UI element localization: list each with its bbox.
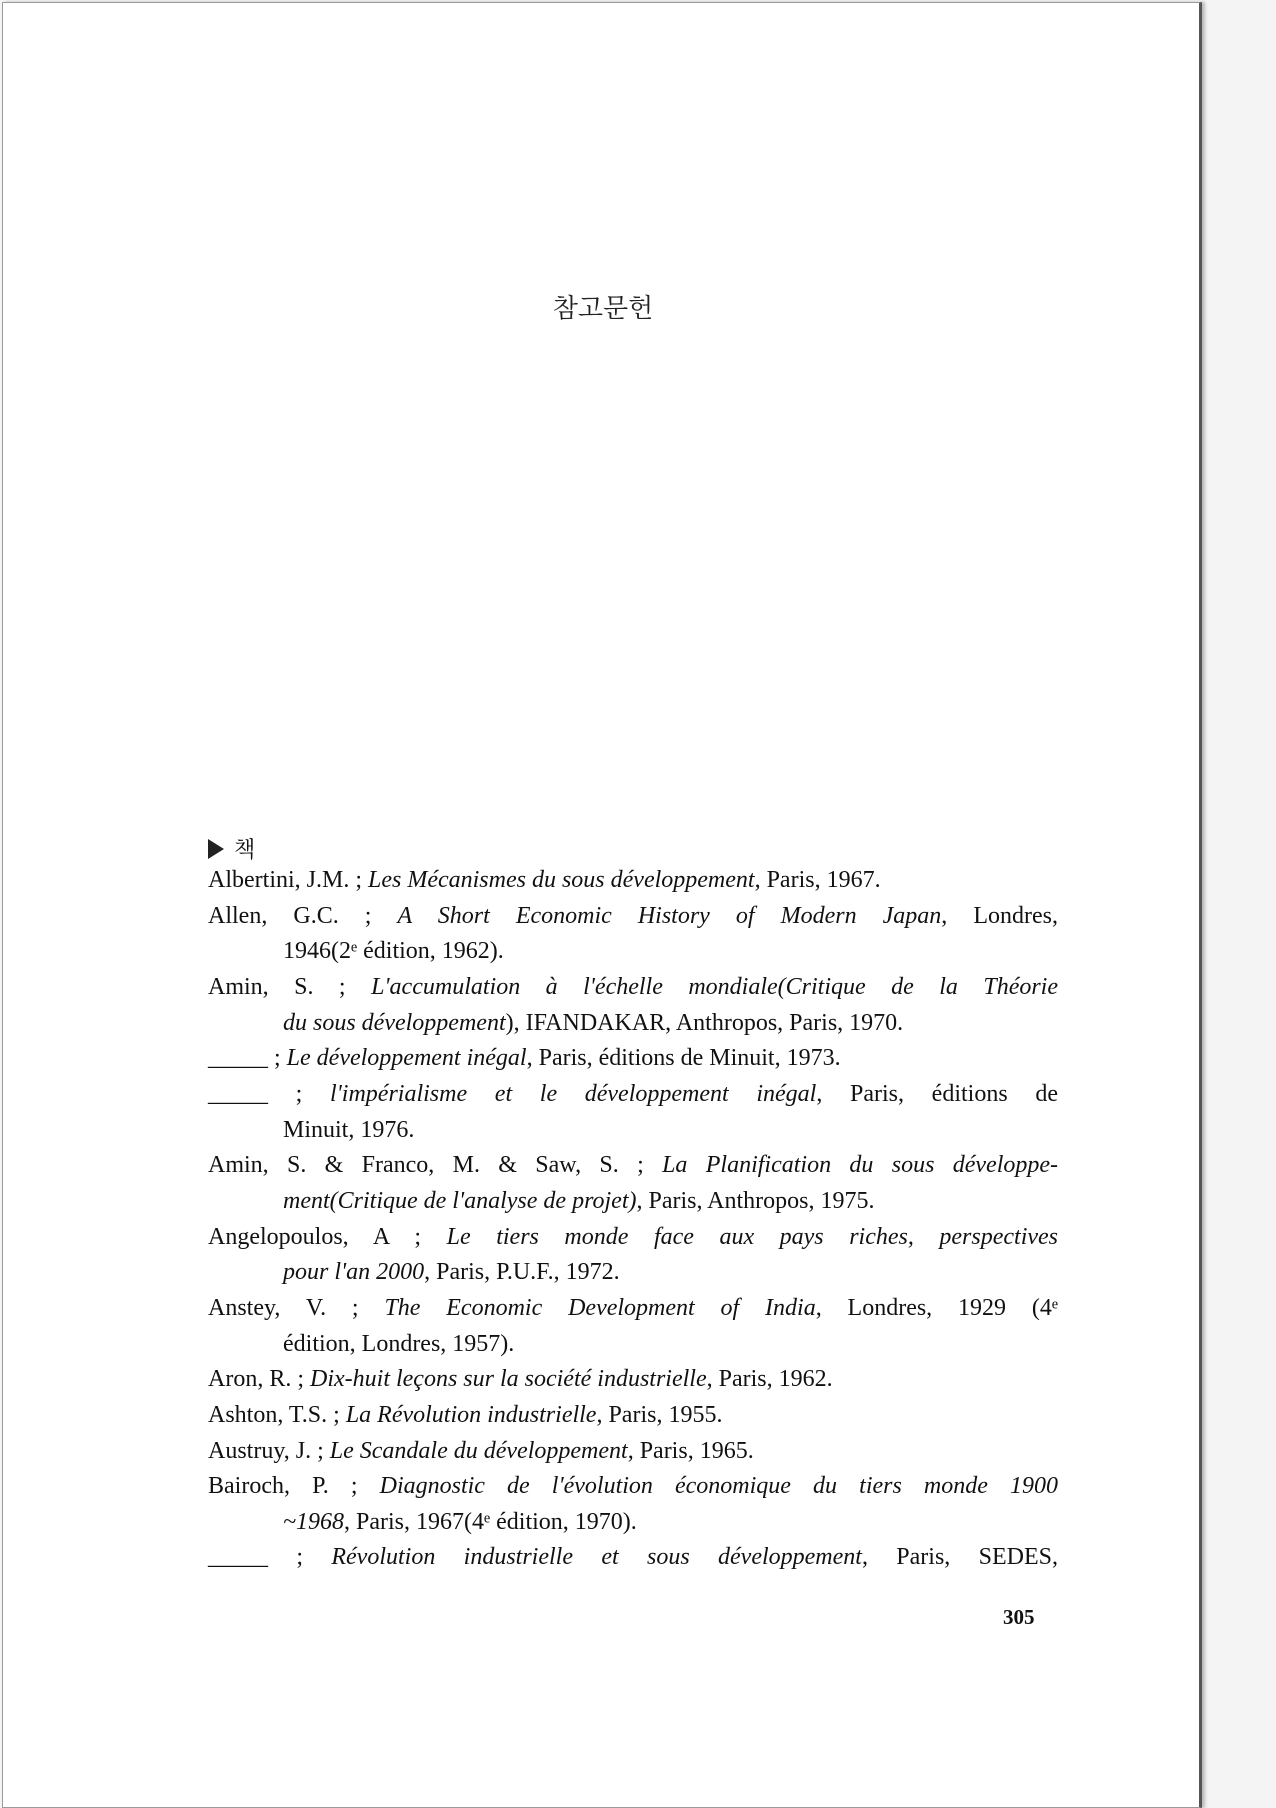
entry-text: Ashton, T.S. ; <box>208 1401 346 1428</box>
entry-text: , Paris, 1955. <box>596 1401 723 1428</box>
bibliography-entry <box>208 1291 1058 1362</box>
entry-line <box>208 970 1058 1006</box>
entry-text: , Londres, 1929 (4ᵉ <box>815 1294 1059 1321</box>
page-number: 305 <box>1003 1605 1035 1629</box>
bibliography-entry <box>208 1434 1058 1470</box>
entry-text: Aron, R. ; <box>208 1366 310 1393</box>
entry-title: Les Mécanismes du sous développement <box>368 867 755 893</box>
entry-title: The Economic Development of India <box>384 1294 816 1321</box>
page-title: 참고문헌 <box>552 294 654 324</box>
entry-text: , Paris, P.U.F., 1972. <box>424 1259 620 1286</box>
entry-title: Révolution industrielle et sous développement <box>331 1544 862 1571</box>
entry-title: ment(Critique de l'analyse de projet) <box>283 1187 637 1214</box>
entry-line <box>208 1291 1058 1327</box>
bibliography-list <box>208 863 1058 1576</box>
entry-line <box>208 1184 1058 1220</box>
entry-line <box>208 1077 1058 1113</box>
entry-line <box>208 1362 1058 1398</box>
entry-text: Amin, S. ; <box>208 973 372 1000</box>
entry-text: _____ ; <box>208 1045 287 1072</box>
entry-title: ~1968 <box>283 1508 344 1535</box>
entry-title: La Révolution industrielle <box>345 1401 597 1428</box>
entry-text: Albertini, J.M. ; <box>208 867 368 893</box>
bibliography-entry <box>208 1540 1058 1576</box>
entry-text: , Paris, SEDES, <box>861 1544 1058 1571</box>
entry-text: Minuit, 1976. <box>283 1116 415 1143</box>
entry-title: Dix-huit leçons sur la société industrielle <box>310 1366 707 1393</box>
entry-text: , Paris, éditions de Minuit, 1973. <box>526 1045 841 1072</box>
entry-text: _____ ; <box>208 1080 330 1107</box>
entry-line <box>208 1540 1058 1576</box>
entry-title: l'impérialisme et le développement inégal <box>330 1080 817 1107</box>
document-page <box>2 2 1202 1808</box>
entry-text: , Paris, 1962. <box>706 1366 833 1393</box>
entry-text: Bairoch, P. ; <box>208 1473 380 1500</box>
entry-text: Amin, S. & Franco, M. & Saw, S. ; <box>208 1152 663 1179</box>
entry-text: , Paris, 1967(4ᵉ édition, 1970). <box>343 1508 637 1535</box>
bibliography-entry <box>208 1469 1058 1540</box>
entry-title: A Short Economic History of Modern Japan <box>397 902 942 929</box>
bibliography-entry <box>208 970 1058 1041</box>
entry-text: , Paris, 1967. <box>754 867 881 893</box>
entry-line <box>208 863 1058 899</box>
section-label: 책 <box>234 838 256 863</box>
entry-line <box>208 1398 1058 1434</box>
entry-line <box>208 1220 1058 1256</box>
entry-text: , Paris, éditions de <box>816 1080 1058 1107</box>
entry-line <box>208 1113 1058 1149</box>
bibliography-entry <box>208 1398 1058 1434</box>
bibliography-entry <box>208 863 1058 899</box>
bibliography-entry <box>208 1077 1058 1148</box>
section-heading <box>208 833 255 864</box>
entry-title: Diagnostic de l'évolution économique du tiers monde 1900 <box>379 1473 1059 1500</box>
entry-text: Allen, G.C. ; <box>208 902 398 929</box>
entry-text: 1946(2ᵉ édition, 1962). <box>283 938 504 965</box>
entry-title: pour l'an 2000 <box>283 1259 425 1286</box>
entry-title: Le développement inégal <box>286 1045 527 1072</box>
bibliography-entry <box>208 1362 1058 1398</box>
bibliography-entry <box>208 1220 1058 1291</box>
entry-line <box>208 1505 1058 1541</box>
entry-line <box>208 1327 1058 1363</box>
entry-text: , Paris, Anthropos, 1975. <box>636 1187 875 1214</box>
triangle-right-icon <box>208 839 224 859</box>
entry-text: , Londres, <box>941 902 1058 929</box>
entry-text: édition, Londres, 1957). <box>283 1330 515 1357</box>
entry-line <box>208 1469 1058 1505</box>
entry-title: L'accumulation à l'échelle mondiale(Critique de la Théorie <box>371 973 1059 1000</box>
entry-line <box>208 899 1058 935</box>
entry-title: La Planification du sous développe- <box>662 1152 1059 1179</box>
entry-text: Angelopoulos, A ; <box>208 1223 447 1250</box>
bibliography-entry <box>208 1041 1058 1077</box>
entry-line <box>208 1148 1058 1184</box>
entry-title: Le tiers monde face aux pays riches, perspectives <box>446 1223 1059 1250</box>
entry-text: , Paris, 1965. <box>627 1437 754 1464</box>
bibliography-entry <box>208 1148 1058 1219</box>
entry-text: Anstey, V. ; <box>208 1294 385 1321</box>
entry-line <box>208 1006 1058 1042</box>
entry-line <box>208 1434 1058 1470</box>
bibliography-entry <box>208 899 1058 970</box>
entry-line <box>208 934 1058 970</box>
entry-text: ), IFANDAKAR, Anthropos, Paris, 1970. <box>505 1009 904 1036</box>
entry-title: Le Scandale du développement <box>329 1437 628 1464</box>
entry-line <box>208 1255 1058 1291</box>
entry-title: du sous développement <box>283 1009 506 1036</box>
entry-text: _____ ; <box>208 1544 332 1571</box>
entry-line <box>208 1041 1058 1077</box>
entry-text: Austruy, J. ; <box>208 1437 330 1464</box>
